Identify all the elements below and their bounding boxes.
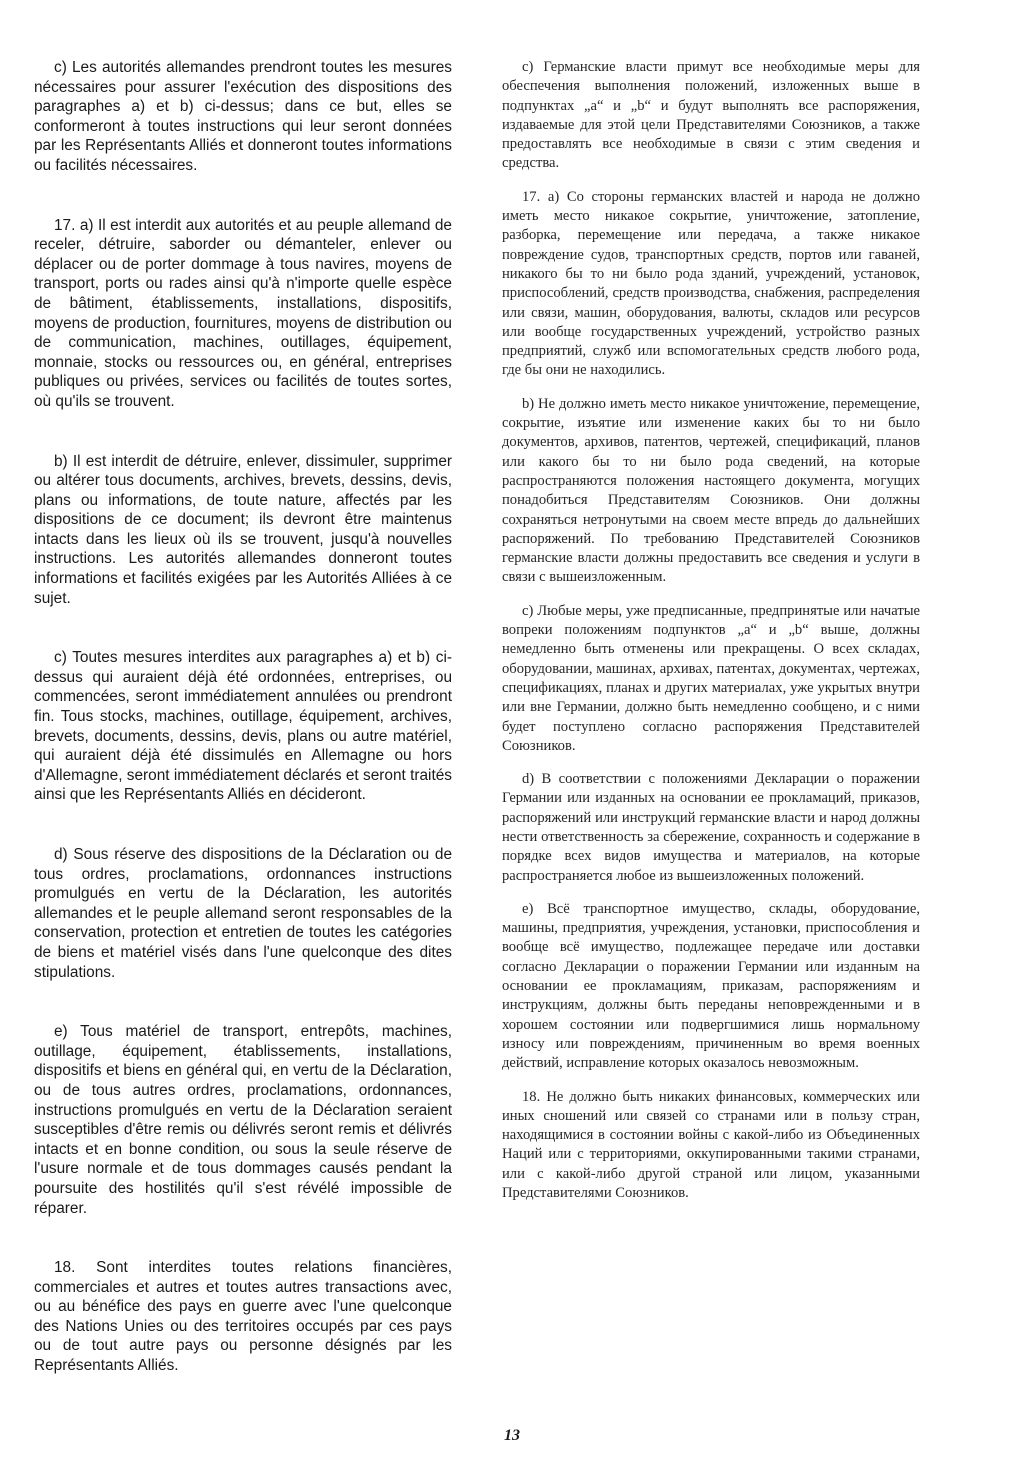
fr-paragraph-17c: c) Toutes mesures interdites aux paragraphes a) et b) ci-dessus qui auraient déjà été ordonnées, entreprises, ou commencées, seront immédiatement annulées ou prendront fin. Tous stocks, machines, outillage, équipement, archives, brevets, documents, dessins, devis, plans ou autre matériel, qui auraient déjà été dissimulés en Allemagne ou hors d'Allemagne, seront immédiatement déclarés et seront traités ainsi que les Représentants Alliés en décideront. (34, 649, 452, 804)
ru-paragraph-17d: d) В соответствии с положениями Декларации о поражении Германии или изданных на основании ее прокламаций, приказов, распоряжений или инструкций германские власти и народ должны нести ответственность за сбережение, сохранность и содержание в порядке всех видов имущества и материалов, на которые распространяется любое из вышеизложенных положений. (502, 771, 920, 884)
fr-paragraph-17c-prev: c) Les autorités allemandes prendront toutes les mesures nécessaires pour assurer l'exécution des dispositions des paragraphes a) et b) ci-dessus; dans ce but, elles se conformeront à toutes instructions qui leur seront données par les Représentants Alliés et donneront toutes informations ou facilités nécessaires. (34, 59, 452, 174)
russian-column (502, 58, 920, 1217)
french-column (34, 58, 452, 1416)
fr-paragraph-18: 18. Sont interdites toutes relations financières, commerciales et autres et toutes autres transactions avec, ou au bénéfice des pays en guerre avec l'une quelconque des Nations Unies ou des territoires occupés par ces pays ou de tout autre pays ou personne désignés par les Représentants Alliés. (34, 1259, 452, 1375)
ru-paragraph-17c: c) Любые меры, уже предписанные, предпринятые или начатые вопреки положениям подпунктов „a“ и „b“ выше, должны немедленно быть отменены или прекращены. О всех складах, оборудовании, машинах, архивах, патентах, документах, чертежах, спецификациях, планах и других материалах, уже укрытых внутри или вне Германии, должно быть немедленно сообщено, и с ними будет поступлено согласно распоряжения Представителей Союзников. (502, 602, 920, 754)
fr-paragraph-17b: b) Il est interdit de détruire, enlever, dissimuler, supprimer ou altérer tous documents, archives, brevets, dessins, devis, plans ou informations, de toute nature, affectés par les dispositions de ce document; ils devront être maintenus intacts dans les lieux où ils se trouvent, jusqu'à nouvelles instructions. Les autorités allemandes donneront toutes informations et facilités exigées par les Autorités Alliées à ce sujet. (34, 452, 452, 607)
fr-paragraph-17e: e) Tous matériel de transport, entrepôts, machines, outillage, équipement, établissements, installations, dispositifs et biens en général qui, en vertu de la Déclaration, ou de tous autres ordres, proclamations, ordonnances, instructions promulgués en vertu de la Déclaration seraient susceptibles d'être remis ou délivrés seront remis et délivrés intacts et en bonne condition, ou sous la seule réserve de l'usure normale et de tous dommages causés pendant la poursuite des hostilités qu'il s'est révélé impossible de réparer. (34, 1023, 452, 1217)
ru-paragraph-17c-prev: c) Германские власти примут все необходимые меры для обеспечения выполнения положений, изложенных выше в подпунктах „a“ и „b“ и будут выполнять все распоряжения, издаваемые для этой цели Представителями Союзников, а также предоставлять все необходимые в связи с этим сведения и средства. (502, 59, 920, 172)
page-number: 13 (504, 1427, 520, 1444)
ru-paragraph-17b: b) Не должно иметь место никакое уничтожение, перемещение, сокрытие, изъятие или изменение каких бы то ни было документов, архивов, патентов, чертежей, спецификаций, планов или какого бы то ни было рода сведений, на которые распространяются положения настоящего документа, могущих понадобиться Представителям Союзников. Они должны сохраняться нетронутыми на своем месте впредь до дальнейших распоряжений. По требованию Представителей Союзников германские власти должны предоставить все сведения и услуги в связи с вышеизложенным. (502, 395, 920, 586)
fr-paragraph-17d: d) Sous réserve des dispositions de la Déclaration ou de tous ordres, proclamations, ordonnances instructions promulgués en vertu de la Déclaration, les autorités allemandes et le peuple allemand seront responsables de la conservation, protection et entretien de toutes les catégories de biens et matériel visés dans l'une quelconque des dites stipulations. (34, 846, 452, 981)
ru-paragraph-18: 18. Не должно быть никаких финансовых, коммерческих или иных сношений или связей со странами или в пользу стран, находящимися в состоянии войны с какой-либо из Объединенных Наций или с территориями, оккупированными такими странами, или с какой-либо другой страной или лицом, указанными Представителями Союзников. (502, 1088, 920, 1202)
ru-paragraph-17e: e) Всё транспортное имущество, склады, оборудование, машины, предприятия, учреждения, установки, приспособления и вообще всё имущество, подлежащее передаче или доставки согласно Декларации о поражении Германии или изданным на основании ее прокламациям, приказам, распоряжениям и инструкциям, должны быть переданы неповрежденными и в хорошем состоянии или подвергшимися лишь нормальному износу или повреждениям, причиненным во время военных действий, исправление которых оказалось невозможным. (502, 900, 920, 1072)
ru-paragraph-17a: 17. a) Со стороны германских властей и народа не должно иметь место никакое сокрытие, уничтожение, затопление, разборка, перемещение или передача, а также никакое повреждение судов, транспортных средств, портов или гаваней, никакого бы то ни было рода зданий, учреждений, установок, приспособлений, средств производства, снабжения, распределения или связи, машин, оборудования, валюты, складов или ресурсов или вообще государственных учреждений, устройство разных предприятий, служб или вспомогательных средств любого рода, где бы они не находились. (502, 188, 920, 379)
fr-paragraph-17a: 17. a) Il est interdit aux autorités et au peuple allemand de receler, détruire, saborder ou démanteler, enlever ou déplacer ou de porter dommage à tous navires, moyens de transport, ports ou rades ainsi qu'à n'importe quelle espèce de bâtiment, établissements, installations, dispositifs, moyens de production, fournitures, moyens de distribution ou de communication, machines, outillages, équipement, monnaie, stocks ou ressources ou, en général, entreprises publiques ou privées, services ou facilités de toutes sortes, où qu'ils se trouvent. (34, 216, 452, 410)
